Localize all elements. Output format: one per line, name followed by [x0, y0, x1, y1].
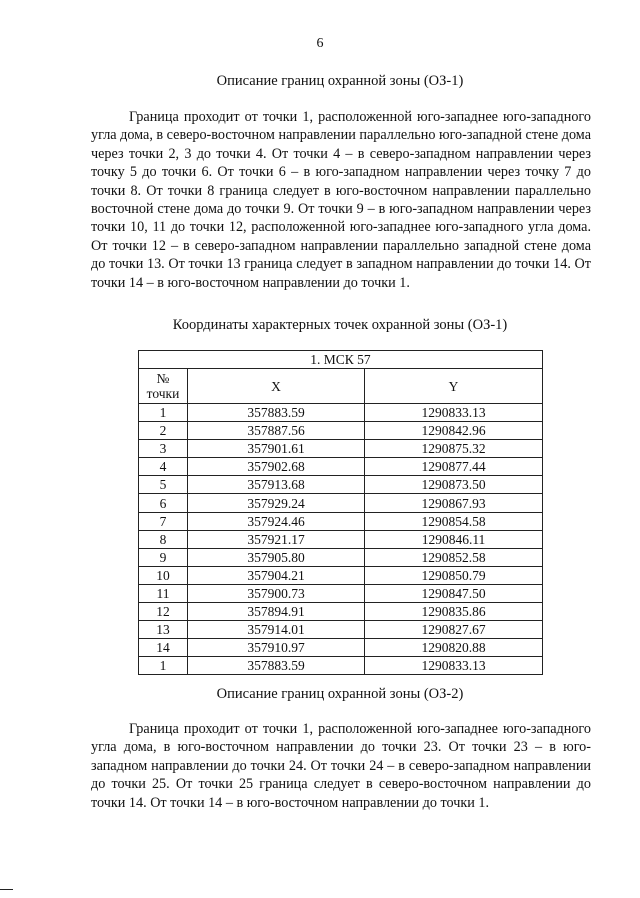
- table-row: [139, 422, 543, 440]
- cell-x: 357921.17: [188, 530, 365, 548]
- cell-y: 1290835.86: [365, 603, 543, 621]
- coordinates-table-body: [139, 404, 543, 675]
- page-number: 6: [316, 36, 324, 51]
- cell-n: 1: [139, 657, 188, 675]
- coordinate-system-header: 1. МСК 57: [139, 351, 543, 369]
- cell-x: 357914.01: [188, 621, 365, 639]
- table-row: [139, 584, 543, 602]
- cell-x: 357887.56: [188, 422, 365, 440]
- cell-x: 357910.97: [188, 639, 365, 657]
- cell-x: 357894.91: [188, 603, 365, 621]
- cell-y: 1290833.13: [365, 404, 543, 422]
- section2-heading: Описание границ охранной зоны (ОЗ-2): [216, 686, 464, 702]
- cell-x: 357902.68: [188, 458, 365, 476]
- table-row: [139, 512, 543, 530]
- table-row: [139, 404, 543, 422]
- table-row: [139, 476, 543, 494]
- table-row: [139, 566, 543, 584]
- cell-y: 1290827.67: [365, 621, 543, 639]
- cell-n: 10: [139, 566, 188, 584]
- cell-x: 357905.80: [188, 548, 365, 566]
- cell-n: 6: [139, 494, 188, 512]
- cell-n: 13: [139, 621, 188, 639]
- margin-mark: [0, 889, 13, 890]
- cell-y: 1290873.50: [365, 476, 543, 494]
- point-number-header: № точки: [139, 369, 188, 404]
- cell-y: 1290833.13: [365, 657, 543, 675]
- table-row: [139, 548, 543, 566]
- cell-y: 1290854.58: [365, 512, 543, 530]
- table-row: [139, 440, 543, 458]
- cell-x: 357901.61: [188, 440, 365, 458]
- cell-n: 4: [139, 458, 188, 476]
- cell-x: 357924.46: [188, 512, 365, 530]
- section2-paragraph: Граница проходит от точки 1, расположенной юго-западнее юго-западного угла дома, в юго-восточном направлении до точки 23. От точки 23 – в юго-западном направлении до точки 24. От точки 24 – в северо-западном направлении до точки 25. От точки 25 граница следует в северо-восточном направлении до точки 14. От точки 14 – в юго-восточном направлении до точки 1.: [91, 721, 591, 811]
- cell-n: 1: [139, 404, 188, 422]
- coordinates-table: [138, 350, 543, 675]
- table-row: [139, 530, 543, 548]
- cell-y: 1290847.50: [365, 584, 543, 602]
- table-row: [139, 494, 543, 512]
- cell-n: 11: [139, 584, 188, 602]
- cell-y: 1290867.93: [365, 494, 543, 512]
- cell-n: 14: [139, 639, 188, 657]
- table-row: [139, 603, 543, 621]
- table-row: [139, 458, 543, 476]
- cell-x: 357883.59: [188, 404, 365, 422]
- cell-n: 12: [139, 603, 188, 621]
- cell-n: 3: [139, 440, 188, 458]
- table-row: [139, 657, 543, 675]
- table-row: [139, 621, 543, 639]
- cell-n: 9: [139, 548, 188, 566]
- cell-x: 357904.21: [188, 566, 365, 584]
- cell-y: 1290852.58: [365, 548, 543, 566]
- cell-x: 357900.73: [188, 584, 365, 602]
- table-caption: Координаты характерных точек охранной зоны (ОЗ-1): [172, 317, 508, 333]
- cell-y: 1290820.88: [365, 639, 543, 657]
- cell-y: 1290875.32: [365, 440, 543, 458]
- section1-heading: Описание границ охранной зоны (ОЗ-1): [216, 73, 464, 89]
- cell-n: 2: [139, 422, 188, 440]
- table-row: [139, 639, 543, 657]
- cell-n: 5: [139, 476, 188, 494]
- cell-x: 357883.59: [188, 657, 365, 675]
- cell-y: 1290842.96: [365, 422, 543, 440]
- cell-n: 7: [139, 512, 188, 530]
- section1-paragraph: Граница проходит от точки 1, расположенной юго-западнее юго-западного угла дома, в северо-восточном направлении параллельно юго-западной стене дома через точки 2, 3 до точки 4. От точки 4 – в северо-западном направлении через точку 5 до точки 6. От точки 6 – в юго-западном направлении через точку 7 до точки 8. От точки 8 граница следует в юго-восточном направлении параллельно восточной стене дома до точки 9. От точки 9 – в юго-западном направлении через точки 10, 11 до точки 12, расположенной юго-западнее юго-западного угла дома. От точки 12 – в северо-западном направлении параллельно западной стене дома до точки 13. От точки 13 граница следует в западном направлении до точки 14. От точки 14 – в юго-восточном направлении до точки 1.: [91, 109, 591, 291]
- cell-y: 1290850.79: [365, 566, 543, 584]
- cell-y: 1290846.11: [365, 530, 543, 548]
- cell-n: 8: [139, 530, 188, 548]
- y-column-header: Y: [365, 369, 543, 404]
- cell-x: 357913.68: [188, 476, 365, 494]
- cell-x: 357929.24: [188, 494, 365, 512]
- cell-y: 1290877.44: [365, 458, 543, 476]
- x-column-header: X: [188, 369, 365, 404]
